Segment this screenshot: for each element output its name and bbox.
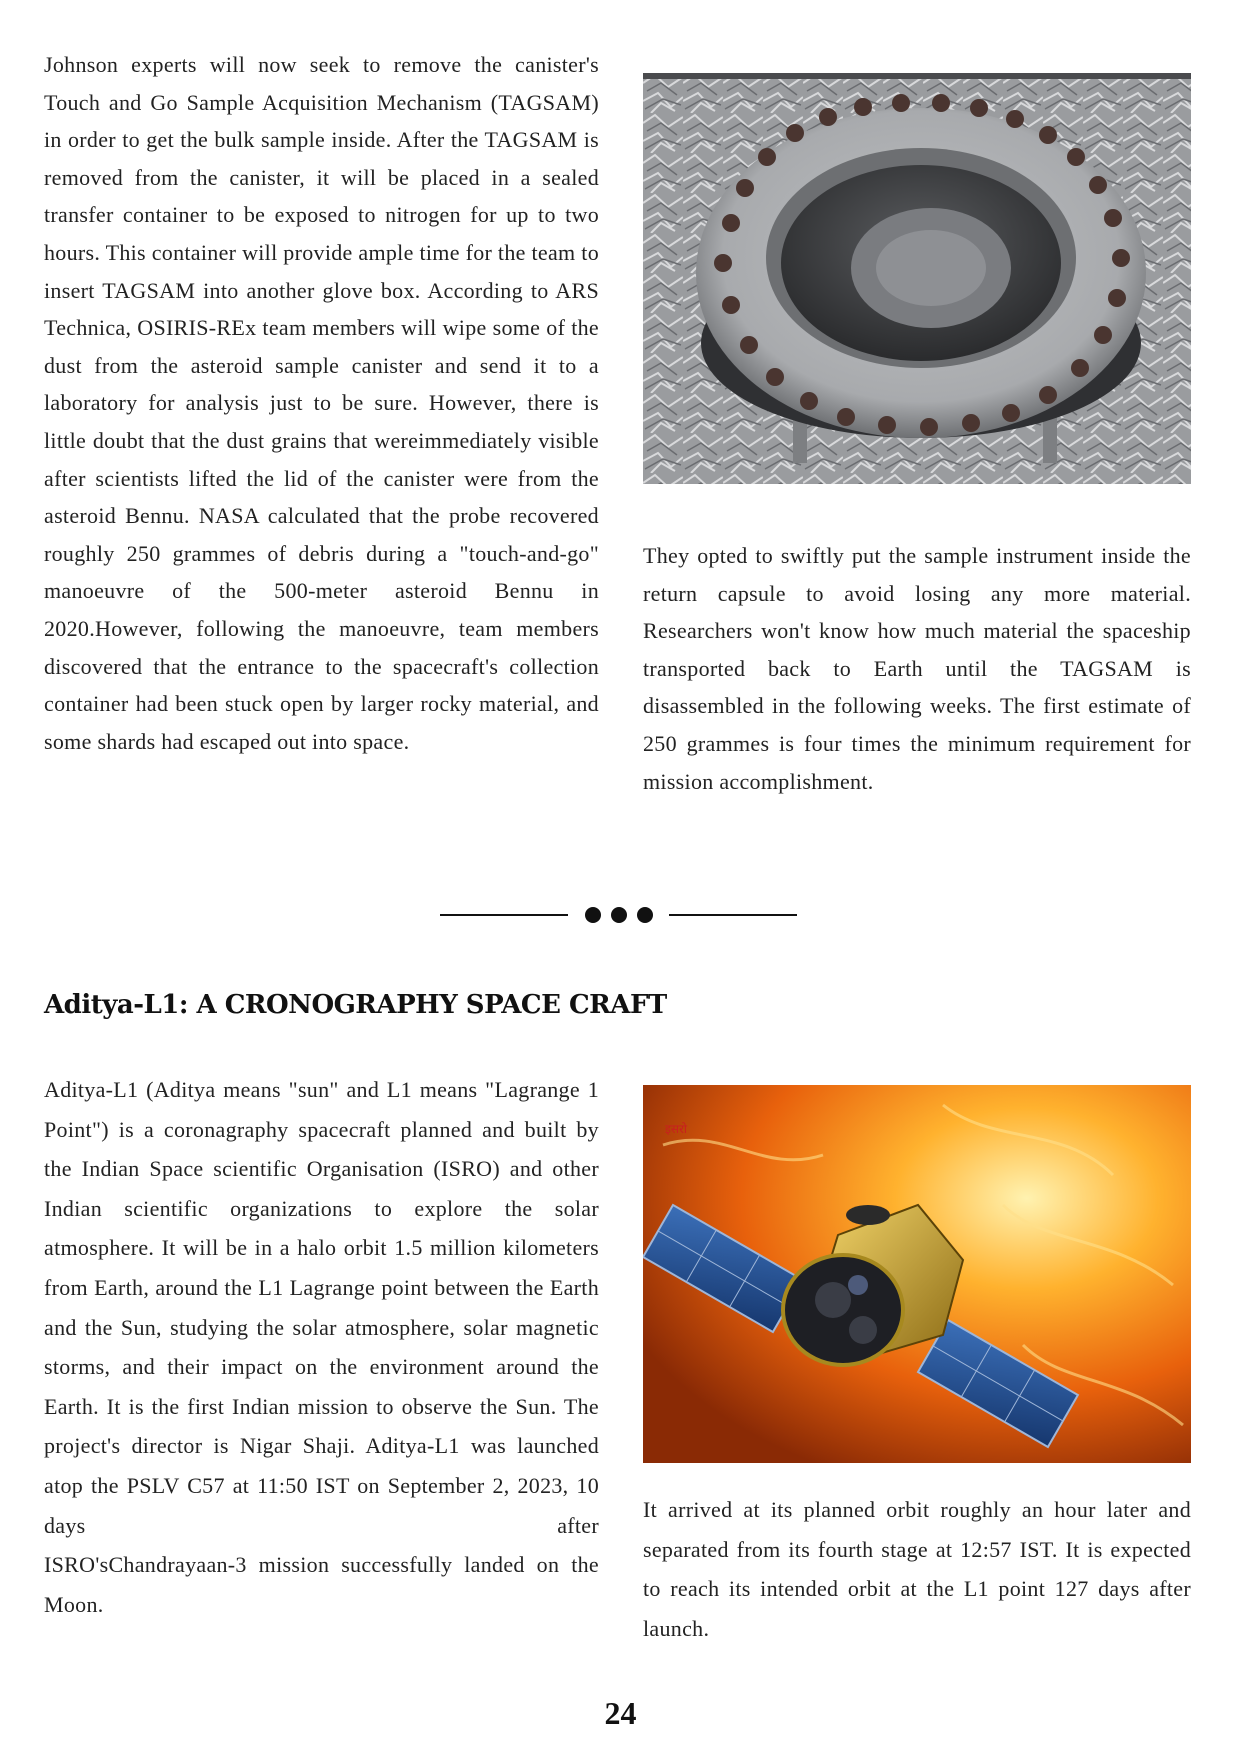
section2-left-column — [44, 1070, 599, 1624]
svg-text:इसरो: इसरो — [665, 1122, 688, 1136]
divider-line-right — [669, 914, 797, 916]
page-number: 24 — [604, 1695, 637, 1731]
divider-dot — [637, 907, 653, 923]
aditya-l1-spacecraft-illustration — [643, 1085, 1191, 1463]
section2-right-paragraph: It arrived at its planned orbit roughly an hour later and separated from its fourth stage at 12:57 IST. It is expected to reach its intended orbit at the L1 point 127 days after launch. — [643, 1497, 1191, 1641]
section2-right-column — [643, 1490, 1191, 1648]
section1-right-column — [643, 537, 1191, 800]
section1-right-paragraph: They opted to swiftly put the sample instrument inside the return capsule to avoid losing any more material. Researchers won't know how much material the spaceship transported back to Earth until the TAGSAM is disassembled in the following weeks. The first estimate of 250 grammes is four times the minimum requirement for mission accomplishment. — [643, 543, 1191, 794]
divider-dot — [585, 907, 601, 923]
section1-left-paragraph: Johnson experts will now seek to remove the canister's Touch and Go Sample Acquisition Mechanism (TAGSAM) in order to get the bulk sample inside. After the TAGSAM is removed from the canister, it will be placed in a sealed transfer container to be exposed to nitrogen for up to two hours. This container will provide ample time for the team to insert TAGSAM into another glove box. According to ARS Technica, OSIRIS-REx team members will wipe some of the dust from the asteroid sample canister and send it to a laboratory for analysis just to be sure. However, there is little doubt that the dust grains that wereimmediately visible after scientists lifted the lid of the canister were from the asteroid Bennu. NASA calculated that the probe recovered roughly 250 grammes of debris during a "touch-and-go" manoeuvre of the 500-meter asteroid Bennu in 2020.However, following the manoeuvre, team members discovered that the entrance to the spacecraft's collection container had been stuck open by larger rocky material, and some shards had escaped out into space. — [44, 52, 599, 754]
section2-left-paragraph-tail: ISRO'sChandrayaan-3 mission successfully landed on the Moon. — [44, 1552, 599, 1617]
section-divider — [440, 903, 797, 927]
divider-line-left — [440, 914, 568, 916]
sample-canister-photo — [643, 73, 1191, 484]
section2-left-paragraph: Aditya-L1 (Aditya means "sun" and L1 means "Lagrange 1 Point") is a coronagraphy spacecraft planned and built by the Indian Space scientific Organisation (ISRO) and other Indian scientific organizations to explore the solar atmosphere. It will be in a halo orbit 1.5 million kilometers from Earth, around the L1 Lagrange point between the Earth and the Sun, studying the solar atmosphere, solar magnetic storms, and their impact on the environment around the Earth. It is the first Indian mission to observe the Sun. The project's director is Nigar Shaji. Aditya-L1 was launched atop the PSLV C57 at 11:50 IST on September 2, 2023, 10 days after — [44, 1077, 599, 1538]
divider-dot — [611, 907, 627, 923]
section-heading: Aditya-L1: A CRONOGRAPHY SPACE CRAFT — [44, 990, 667, 1020]
section1-left-column — [44, 46, 599, 760]
